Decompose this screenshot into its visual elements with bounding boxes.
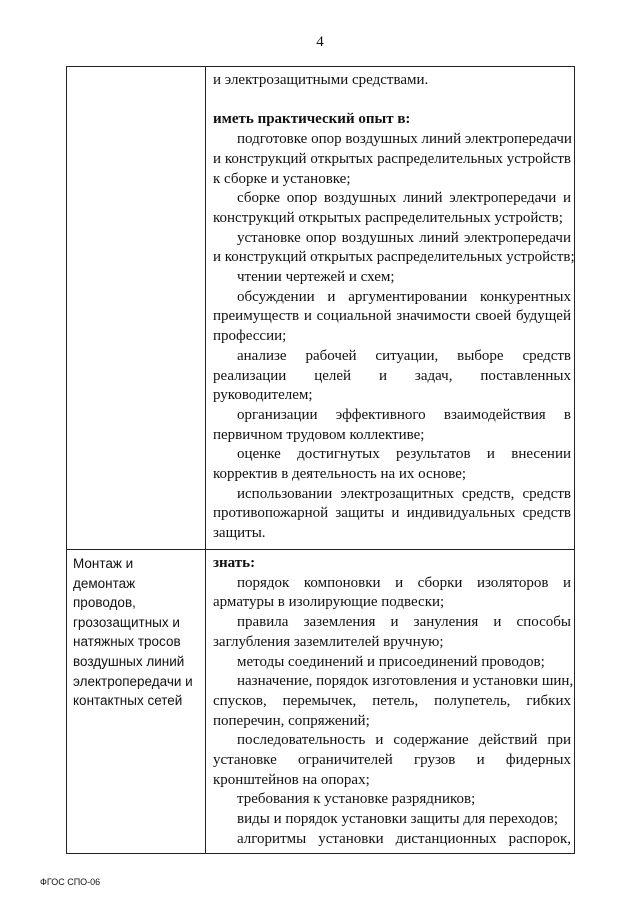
text-line: алгоритмы установки дистанционных распорок,	[237, 830, 571, 847]
text-line: противопожарной защиты и индивидуальных средств	[213, 505, 571, 522]
section-title-line: проводов,	[73, 595, 136, 611]
text-line: профессии;	[213, 328, 287, 345]
section-title-line: воздушных линий	[73, 653, 185, 669]
text-line: реализации целей и задач, поставленных	[213, 367, 571, 384]
section-title-line: Монтаж и	[73, 556, 134, 571]
text-line: порядок компоновки и сборки изоляторов и	[237, 574, 571, 591]
blank-line	[213, 91, 571, 111]
table-row	[67, 550, 575, 854]
text-line: методы соединений и присоединений проводов;	[237, 653, 545, 670]
text-line: назначение, порядок изготовления и установки шин,	[237, 673, 574, 690]
table-cell-section	[67, 67, 206, 550]
text-line: установке опор воздушных линий электропередачи	[237, 229, 571, 246]
text-line: сборке опор воздушных линий электропередачи и	[237, 190, 571, 207]
text-line: оценке достигнутых результатов и внесении	[237, 446, 571, 463]
section-title-line: электропередачи и	[73, 673, 193, 689]
text-line: корректив в деятельность на их основе;	[213, 466, 467, 483]
text-line: преимуществ и социальной значимости своей будущей	[213, 308, 571, 325]
text-line: требования к установке разрядников;	[237, 791, 476, 808]
footer-document-code: ФГОС СПО-06	[40, 877, 101, 887]
text-line: организации эффективного взаимодействия в	[237, 406, 571, 423]
section-title-line: натяжных тросов	[73, 634, 181, 650]
text-line: и конструкций открытых распределительных устройств;	[213, 249, 575, 266]
section-heading: знать:	[213, 555, 256, 571]
text-line: конструкций открытых распределительных устройств;	[213, 209, 563, 226]
text-line: установке ограничителей грузов и фидерных	[213, 752, 571, 769]
table-cell-requirements	[206, 550, 575, 854]
text-line: анализе рабочей ситуации, выборе средств	[237, 347, 571, 364]
text-line: защиты.	[213, 525, 266, 542]
section-heading: иметь практический опыт в:	[213, 111, 411, 128]
text-line: спусков, перемычек, петель, полупетель, гибких	[213, 692, 571, 709]
text-line: виды и порядок установки защиты для переходов;	[237, 811, 559, 828]
table-row	[67, 67, 575, 550]
text-line: правила заземления и зануления и способы	[237, 614, 571, 631]
section-title-line: демонтаж	[73, 575, 136, 591]
text-line: руководителем;	[213, 387, 313, 404]
text-line: обсуждении и аргументировании конкурентных	[237, 288, 571, 305]
text-line: и конструкций открытых распределительных устройств	[213, 150, 571, 167]
table-cell-section	[67, 550, 206, 854]
text-line: поперечин, сопряжений;	[213, 712, 370, 729]
text-line: арматуры в изолирующие подвески;	[213, 594, 445, 611]
text-line: подготовке опор воздушных линий электропередачи	[237, 131, 572, 148]
text-line: кронштейнов на опорах;	[213, 771, 370, 788]
text-line: и электрозащитными средствами.	[213, 72, 429, 88]
text-line: первичном трудовом коллективе;	[213, 426, 425, 443]
page-number: 4	[316, 34, 324, 50]
text-line: использовании электрозащитных средств, средств	[237, 485, 571, 502]
text-line: чтении чертежей и схем;	[237, 269, 395, 286]
text-line: к сборке и установке;	[213, 170, 351, 187]
text-line: последовательность и содержание действий при	[237, 732, 571, 749]
section-title-line: грозозащитных и	[73, 614, 180, 630]
section-title-line: контактных сетей	[73, 693, 183, 709]
text-line: заглубления заземлителей вручную;	[213, 633, 444, 650]
table-cell-requirements	[206, 67, 575, 550]
competency-table	[66, 66, 575, 854]
